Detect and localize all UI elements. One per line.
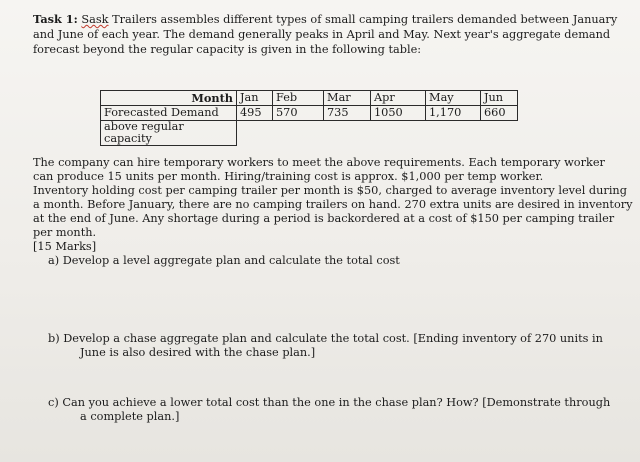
- company-name: Sask: [81, 13, 109, 26]
- question-a: a) Develop a level aggregate plan and calculate the total cost: [48, 254, 400, 267]
- row-label-line-2: above regular capacity: [101, 121, 237, 146]
- intro-line-3: forecast beyond the regular capacity is given in the following table:: [33, 43, 422, 56]
- value-may: 1,170: [426, 106, 481, 121]
- body-line-5: at the end of June. Any shortage during a period is backordered at a cost of $150 per camping trailer: [33, 212, 615, 225]
- question-c-line-2: a complete plan.]: [80, 410, 180, 423]
- intro-line-1: [33, 13, 617, 26]
- question-c-line-1: c) Can you achieve a lower total cost than the one in the chase plan? How? [Demonstrate through: [48, 396, 611, 409]
- month-jan: Jan: [237, 91, 273, 106]
- intro-text: Trailers assembles different types of small camping trailers demanded between January: [112, 13, 618, 26]
- body-line-3: Inventory holding cost per camping trailer per month is $50, charged to average inventory level during: [33, 184, 627, 197]
- table-row: [101, 121, 518, 146]
- body-line-2: can produce 15 units per month. Hiring/training cost is approx. $1,000 per temp worker.: [33, 170, 544, 183]
- body-line-4: a month. Before January, there are no camping trailers on hand. 270 extra units are desired in inventory: [33, 198, 633, 211]
- value-mar: 735: [324, 106, 371, 121]
- month-header: Month: [101, 91, 237, 106]
- marks-label: [15 Marks]: [33, 240, 97, 253]
- question-b-line-1: b) Develop a chase aggregate plan and calculate the total cost. [Ending inventory of 270 units in: [48, 332, 603, 345]
- intro-line-2: and June of each year. The demand generally peaks in April and May. Next year's aggregate demand: [33, 28, 611, 41]
- month-mar: Mar: [324, 91, 371, 106]
- body-line-6: per month.: [33, 226, 97, 239]
- month-apr: Apr: [371, 91, 426, 106]
- table-header-row: [101, 91, 518, 106]
- value-jan: 495: [237, 106, 273, 121]
- value-jun: 660: [481, 106, 518, 121]
- table-row: [101, 106, 518, 121]
- value-apr: 1050: [371, 106, 426, 121]
- month-jun: Jun: [481, 91, 518, 106]
- value-feb: 570: [273, 106, 324, 121]
- task-title: Task 1:: [33, 12, 78, 26]
- month-may: May: [426, 91, 481, 106]
- row-label-line-1: Forecasted Demand: [101, 106, 237, 121]
- body-line-1: The company can hire temporary workers to meet the above requirements. Each temporary worker: [33, 156, 605, 169]
- question-b-line-2: June is also desired with the chase plan.]: [80, 346, 316, 359]
- month-feb: Feb: [273, 91, 324, 106]
- demand-table: [100, 90, 518, 146]
